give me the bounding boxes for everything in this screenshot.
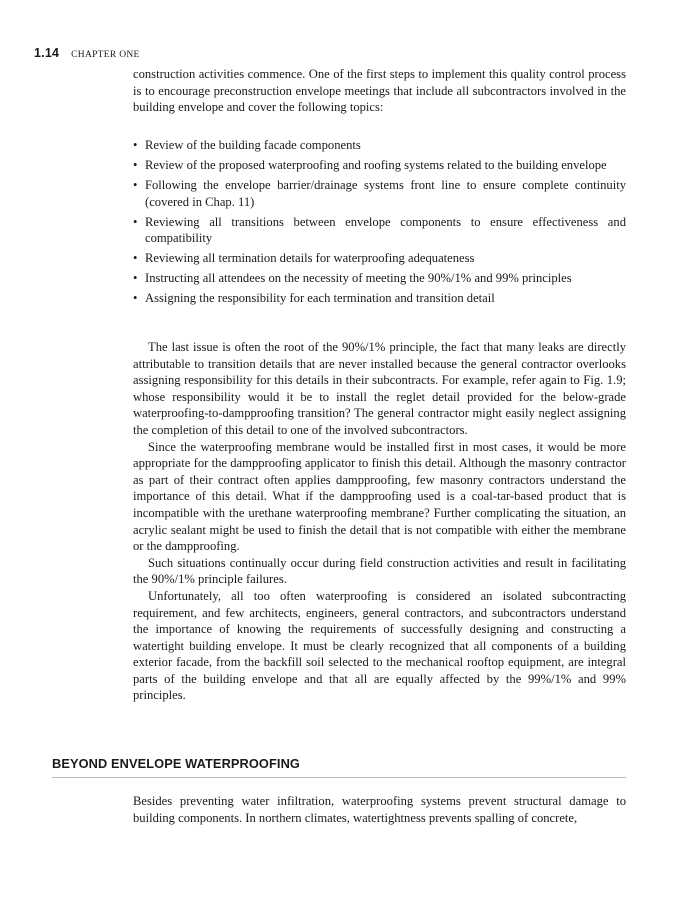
list-item-text: Reviewing all termination details for waterproofing adequateness bbox=[145, 251, 475, 266]
list-item-text: Reviewing all transitions between envelope components to ensure effectiveness and compatibility bbox=[145, 214, 626, 246]
bullet-icon: • bbox=[133, 177, 138, 192]
bullet-icon: • bbox=[133, 214, 138, 229]
list-item-text: Following the envelope barrier/drainage systems front line to ensure complete continuity (covered in Chap. 11) bbox=[145, 177, 626, 209]
bullet-icon: • bbox=[133, 291, 138, 306]
intro-paragraph: construction activities commence. One of the first steps to implement this quality control process is to encourage preconstruction envelope meetings that include all subcontractors involved in the building envelope and cover the following topics: bbox=[133, 67, 626, 115]
body-paragraphs bbox=[133, 339, 626, 704]
list-item bbox=[133, 137, 626, 154]
paragraph-last-issue: The last issue is often the root of the 90%/1% principle, the fact that many leaks are directly attributable to transition details that are never installed because the general contractor overlooks assigning responsibility for this details in their subcontracts. For example, refer again to Fig. 1.9; whose responsibility would it be to install the reglet detail provided for the below-grade waterproofing-to-dampproofing transition? The general contractor might easily neglect assigning the completion of this detail to one of the involved subcontractors. bbox=[133, 340, 626, 437]
section-divider bbox=[52, 777, 626, 778]
page-header bbox=[34, 46, 140, 60]
list-item bbox=[133, 250, 626, 267]
bullet-icon: • bbox=[133, 157, 138, 172]
bullet-icon: • bbox=[133, 271, 138, 286]
bullet-icon: • bbox=[133, 251, 138, 266]
list-item bbox=[133, 177, 626, 210]
page-number: 1.14 bbox=[34, 46, 60, 60]
list-item bbox=[133, 290, 626, 307]
list-item bbox=[133, 157, 626, 174]
list-item-text: Review of the proposed waterproofing and roofing systems related to the building envelope bbox=[145, 157, 607, 172]
paragraph-unfortunately: Unfortunately, all too often waterproofing is considered an isolated subcontracting requirement, and few architects, engineers, general contractors, and subcontractors understand the importance of knowing the requirements of successfully designing and constructing a watertight building envelope. It must be clearly recognized that all components of a building exterior facade, from the backfill soil selected to the mechanical rooftop equipment, are integral parts of the building envelope and that all are equally affected by the 99%/1% and 99% principles. bbox=[133, 588, 626, 703]
list-item bbox=[133, 270, 626, 287]
list-item-text: Instructing all attendees on the necessity of meeting the 90%/1% and 99% principles bbox=[145, 271, 572, 286]
section-paragraph: Besides preventing water infiltration, waterproofing systems prevent structural damage to building components. In northern climates, watertightness prevents spalling of concrete, bbox=[133, 794, 626, 825]
bullet-icon: • bbox=[133, 138, 138, 152]
list-item-text: Review of the building facade components bbox=[145, 138, 361, 152]
list-item-text: Assigning the responsibility for each termination and transition detail bbox=[145, 291, 495, 306]
topic-list bbox=[133, 137, 626, 310]
paragraph-field-failures: Such situations continually occur during field construction activities and result in facilitating the 90%/1% principle failures. bbox=[133, 555, 626, 587]
running-head: CHAPTER ONE bbox=[71, 50, 140, 60]
section-heading: BEYOND ENVELOPE WATERPROOFING bbox=[52, 756, 300, 771]
paragraph-dampproofing: Since the waterproofing membrane would be installed first in most cases, it would be more appropriate for the dampproofing applicator to finish this detail. Although the masonry contractor as part of their contract often applies dampproofing, few masonry contractors understand the importance of this detail. What if the dampproofing used is a coal-tar-based product that is incompatible with the urethane waterproofing membrane? Further complicating the situation, an acrylic sealant might be used to finish the detail that is not compatible with either the membrane or the dampproofing. bbox=[133, 439, 626, 554]
list-item bbox=[133, 214, 626, 247]
